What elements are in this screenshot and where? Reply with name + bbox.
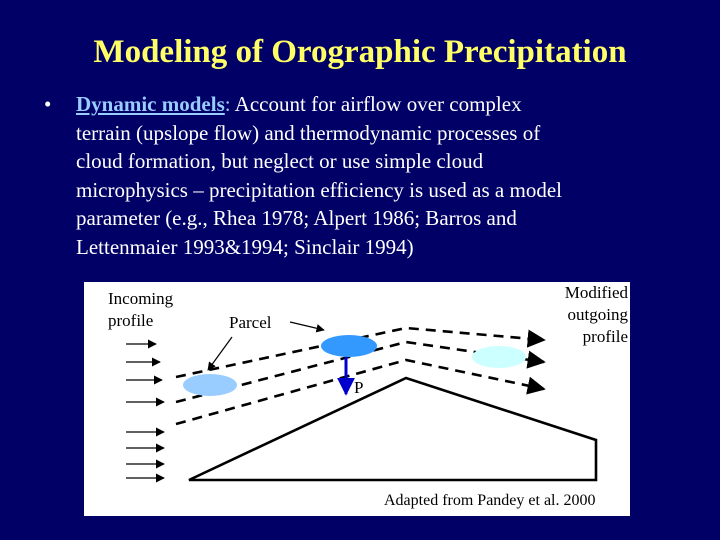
bullet-line-5: parameter (e.g., Rhea 1978; Alpert 1986; Barros and	[76, 206, 517, 230]
modified-profile-label: Modified outgoing profile	[564, 283, 628, 346]
bullet-keyword-colon: :	[224, 92, 231, 116]
bullet-text	[76, 90, 646, 261]
credit-label: Adapted from Pandey et al. 2000	[384, 492, 596, 509]
slide-title: Modeling of Orographic Precipitation	[93, 34, 627, 70]
bullet-line-3: cloud formation, but neglect or use simple cloud	[76, 149, 484, 173]
cloud-left	[183, 374, 237, 396]
cloud-right	[472, 346, 526, 368]
bullet-line-2: terrain (upslope flow) and thermodynamic processes of	[76, 120, 541, 145]
bullet-line-4: microphysics – precipitation efficiency is used as a model	[76, 177, 562, 202]
orographic-diagram	[84, 282, 630, 516]
mountain-terrain	[189, 378, 596, 480]
bullet-line-6: Lettenmaier 1993&1994; Sinclair 1994)	[76, 234, 414, 259]
bullet-line-1: Account for airflow over complex	[230, 92, 522, 116]
bullet-keyword: Dynamic models	[76, 92, 225, 116]
bullet-marker: •	[44, 92, 52, 116]
cloud-parcel	[321, 335, 377, 357]
parcel-label: Parcel	[229, 313, 272, 332]
precipitation-label: P	[354, 378, 364, 397]
incoming-profile-label: Incoming profile	[108, 289, 174, 330]
incoming-arrows	[126, 344, 164, 478]
parcel-pointer-right	[290, 322, 324, 330]
